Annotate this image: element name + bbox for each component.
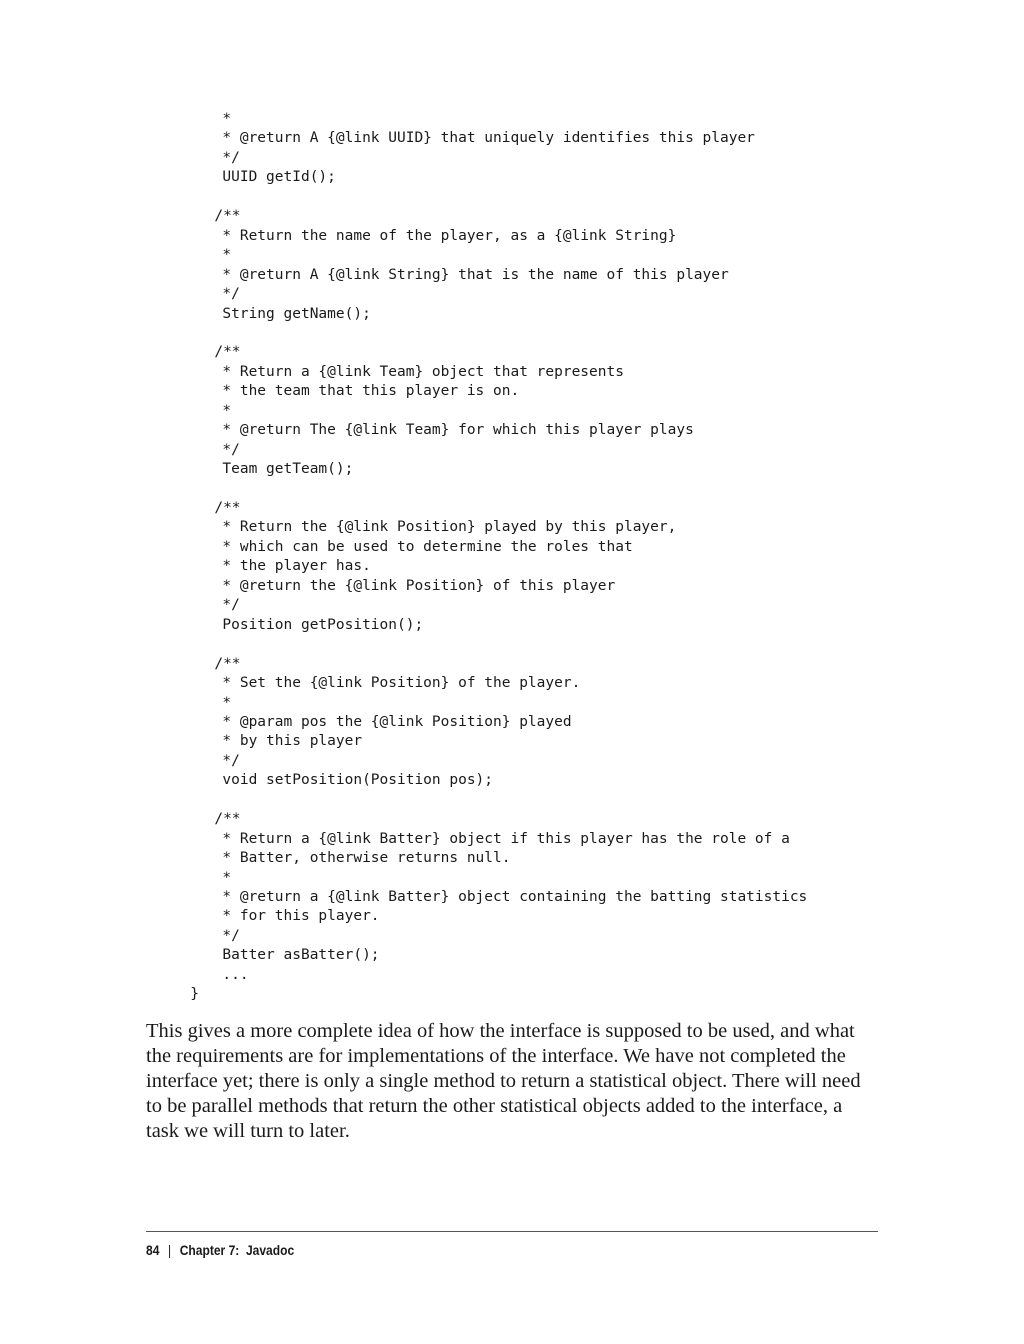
code-line: */ xyxy=(222,597,240,614)
page-footer xyxy=(146,1240,294,1260)
code-line: /** xyxy=(214,811,241,828)
code-line: * xyxy=(222,869,232,886)
footer-separator: | xyxy=(167,1242,172,1258)
code-line: * @return The {@link Team} for which this player plays xyxy=(222,422,694,439)
code-line: * xyxy=(222,694,232,711)
code-line: * Return a {@link Batter} object if this player has the role of a xyxy=(222,830,790,847)
code-line: /** xyxy=(214,208,241,225)
code-line: * xyxy=(222,247,232,264)
code-line: * which can be used to determine the roles that xyxy=(222,538,633,555)
code-line: * by this player xyxy=(222,733,363,750)
code-line: */ xyxy=(222,286,240,303)
footer-divider xyxy=(146,1231,878,1232)
code-line: * Return the name of the player, as a {@link String} xyxy=(222,227,677,244)
code-line: String getName(); xyxy=(222,305,371,322)
code-line: * xyxy=(222,111,232,127)
code-line: } xyxy=(190,986,199,1003)
code-line: * the team that this player is on. xyxy=(222,383,520,400)
code-line: */ xyxy=(222,441,240,458)
code-line: * Return a {@link Team} object that represents xyxy=(222,363,624,380)
code-line: * for this player. xyxy=(222,908,380,925)
code-line: ... xyxy=(222,966,249,983)
code-line: /** xyxy=(214,500,241,516)
code-line: */ xyxy=(222,927,240,944)
code-line: * @param pos the {@link Position} played xyxy=(222,713,572,730)
code-line: * @return the {@link Position} of this player xyxy=(222,577,616,594)
code-line: * Return the {@link Position} played by this player, xyxy=(222,519,677,536)
code-line: Team getTeam(); xyxy=(222,461,354,478)
code-line: * @return A {@link UUID} that uniquely identifies this player xyxy=(222,130,755,147)
code-line: */ xyxy=(222,752,240,769)
code-line: * the player has. xyxy=(222,558,371,575)
code-line: * Set the {@link Position} of the player. xyxy=(222,675,581,692)
code-line: */ xyxy=(222,149,240,166)
code-line: * @return a {@link Batter} object containing the batting statistics xyxy=(222,889,808,905)
code-line: /** xyxy=(214,655,241,672)
code-line: * Batter, otherwise returns null. xyxy=(222,850,511,867)
chapter-title: Chapter 7: Javadoc xyxy=(179,1242,295,1258)
code-line: UUID getId(); xyxy=(222,169,336,186)
page-number: 84 xyxy=(146,1242,160,1258)
code-line: * xyxy=(222,402,232,419)
body-paragraph: This gives a more complete idea of how the interface is supposed to be used, and what the requirements are for implementations of the interface. We have not completed the interface yet; there is only a single method to return a statistical object. There will need to be parallel methods that return the other statistical objects added to the interface, a task we will turn to later. xyxy=(146,1020,861,1142)
code-line: /** xyxy=(214,344,241,361)
code-line: void setPosition(Position pos); xyxy=(222,772,494,789)
code-line: Position getPosition(); xyxy=(222,616,424,633)
code-line: Batter asBatter(); xyxy=(222,947,380,964)
code-line: * @return A {@link String} that is the name of this player xyxy=(222,266,729,283)
